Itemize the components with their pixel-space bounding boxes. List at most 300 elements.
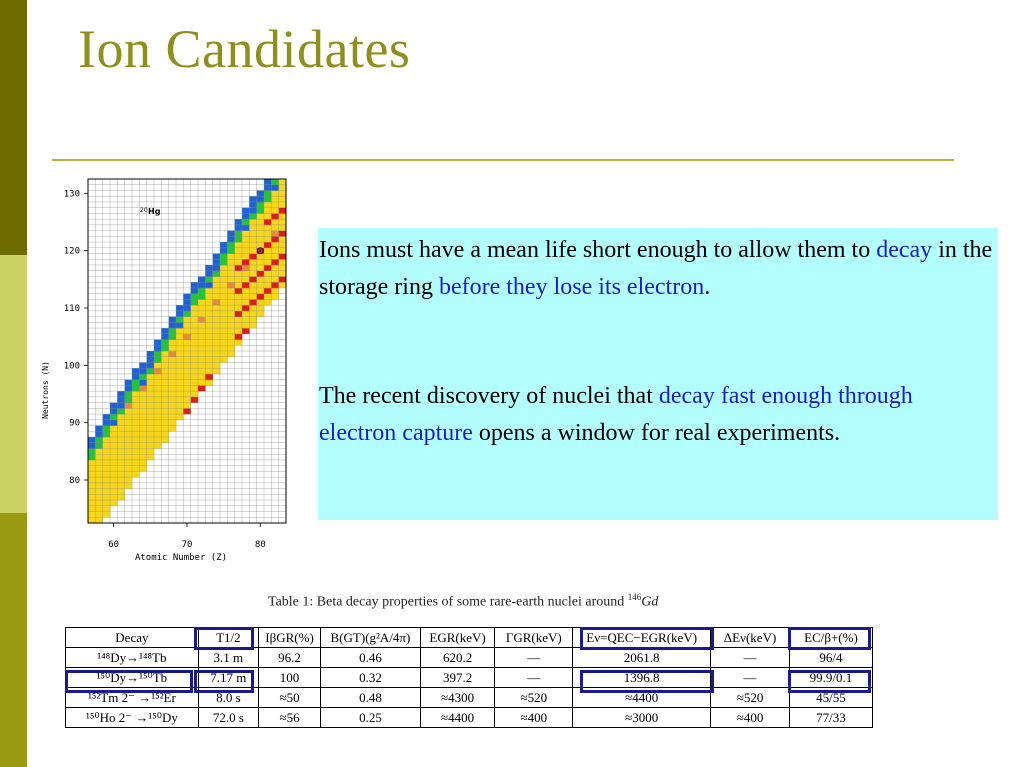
nuclide-cell [198,351,206,357]
nuclide-cell [132,437,140,443]
nuclide-cell [139,403,147,409]
nuclide-cell [213,334,221,340]
nuclide-cell [88,489,96,495]
nuclide-cell [257,294,265,300]
nuclide-cell [249,242,257,248]
nuclide-cell [220,294,228,300]
cell-egr: ≈4300 [420,688,495,708]
nuclide-chart [36,175,306,570]
nuclide-cell [191,351,199,357]
nuclide-cell [139,420,147,426]
nuclide-cell [249,294,257,300]
nuclide-cell [117,403,125,409]
nuclide-cell [249,271,257,277]
nuclide-cell [169,317,177,323]
nuclide-cell [147,397,155,403]
nuclide-cell [161,403,169,409]
nuclide-cell [235,288,243,294]
nuclide-cell [205,322,213,328]
nuclide-cell [271,213,279,219]
nuclide-cell [176,351,184,357]
nuclide-cell [257,208,265,214]
nuclide-cell [227,305,235,311]
nuclide-cell [147,437,155,443]
nuclide-cell [213,288,221,294]
nuclide-cell [95,512,103,518]
nuclide-cell [139,414,147,420]
nuclide-cell [264,254,272,260]
nuclide-cell [95,471,103,477]
nuclide-cell [95,489,103,495]
nuclide-cell [242,299,250,305]
p1-text-e: . [704,273,711,300]
nuclide-cell [132,374,140,380]
header-half-life: T1/2 [198,628,258,648]
nuclide-cell [161,328,169,334]
nuclide-cell [220,345,228,351]
nuclide-cell [132,380,140,386]
nuclide-cell [125,380,133,386]
nuclide-cell [154,357,162,363]
cell-e-nu: 1396.8 [573,668,711,688]
nuclide-cell [154,431,162,437]
nuclide-cell [235,271,243,277]
nuclide-cell [117,397,125,403]
nuclide-cell [176,385,184,391]
cell-ec-beta: 99.9/0.1 [789,668,872,688]
cell-intensity: 96.2 [258,648,320,668]
nuclide-cell [161,437,169,443]
nuclide-cell [125,397,133,403]
nuclide-cell [183,374,191,380]
nuclide-cell [125,443,133,449]
nuclide-cell [220,288,228,294]
nuclide-cell [176,397,184,403]
nuclide-cell [95,483,103,489]
nuclide-cell [161,420,169,426]
nuclide-cell [161,397,169,403]
nuclide-cell [279,196,287,202]
nuclide-cell [220,322,228,328]
nuclide-cell [213,345,221,351]
nuclide-cell [154,340,162,346]
nuclide-cell [227,288,235,294]
nuclide-cell [169,368,177,374]
nuclide-cell [205,334,213,340]
nuclide-cell [264,242,272,248]
side-bar-top [0,0,27,255]
nuclide-cell [103,437,111,443]
header-intensity: IβGR(%) [258,628,320,648]
nuclide-cell [139,454,147,460]
nuclide-cell [205,276,213,282]
nuclide-cell [242,328,250,334]
nuclide-cell [147,385,155,391]
nuclide-cell [154,374,162,380]
nuclide-cell [235,294,243,300]
nuclide-cell [147,454,155,460]
nuclide-cell [154,437,162,443]
nuclide-cell [198,322,206,328]
nuclide-cell [264,219,272,225]
element-mass-label: 20 [140,207,148,214]
nuclide-cell [242,248,250,254]
nuclide-cell [213,340,221,346]
nuclide-cell [271,225,279,231]
nuclide-cell [227,311,235,317]
nuclide-cell [117,483,125,489]
nuclide-cell [227,271,235,277]
nuclide-cell [110,403,118,409]
highlight-half-life-header [194,627,254,650]
nuclide-cell [132,460,140,466]
cell-bgt: 0.32 [321,668,421,688]
nuclide-cell [169,357,177,363]
nuclide-cell [242,311,250,317]
nuclide-cell [103,466,111,472]
nuclide-cell [88,471,96,477]
y-axis-label: Neutrons (N) [41,361,50,419]
nuclide-cell [198,368,206,374]
nuclide-cell [117,460,125,466]
nuclide-cell [117,408,125,414]
nuclide-cell [205,299,213,305]
nuclide-cell [183,368,191,374]
header-egr: EGR(keV) [420,628,495,648]
nuclide-cell [183,380,191,386]
nuclide-cell [257,265,265,271]
nuclide-cell [198,305,206,311]
nuclide-cell [88,448,96,454]
nuclide-cell [257,276,265,282]
nuclide-cell [213,282,221,288]
nuclide-cell [235,311,243,317]
cell-delta-e-nu: — [711,668,790,688]
header-gamma-gr: ΓGR(keV) [495,628,573,648]
element-label: Hg [148,207,161,216]
nuclide-cell [95,431,103,437]
nuclide-cell [220,317,228,323]
nuclide-cell [235,236,243,242]
nuclide-cell [183,299,191,305]
nuclide-cell [257,288,265,294]
nuclide-cell [117,489,125,495]
nuclide-cell [103,477,111,483]
nuclide-cell [198,328,206,334]
cell-delta-e-nu: — [711,648,790,668]
nuclide-cell [191,380,199,386]
nuclide-cell [132,385,140,391]
nuclide-cell [139,391,147,397]
nuclide-cell [169,362,177,368]
nuclide-cell [117,471,125,477]
nuclide-cell [139,362,147,368]
cell-decay: ¹⁵²Tm 2⁻ →¹⁵²Er [66,688,199,708]
nuclide-cell [235,242,243,248]
nuclide-cell [257,236,265,242]
nuclide-cell [147,408,155,414]
nuclide-cell [264,236,272,242]
nuclide-cell [235,322,243,328]
nuclide-cell [147,374,155,380]
nuclide-cell [103,420,111,426]
cell-decay: ¹⁵⁰Ho 2⁻ →¹⁵⁰Dy [66,708,199,728]
nuclide-cell [103,483,111,489]
nuclide-cell [139,368,147,374]
cell-intensity: ≈50 [258,688,320,708]
nuclide-cell [110,494,118,500]
nuclide-cell [279,208,287,214]
nuclide-cell [132,443,140,449]
nuclide-cell [183,322,191,328]
cell-bgt: 0.25 [321,708,421,728]
nuclide-cell [205,294,213,300]
nuclide-cell [132,403,140,409]
nuclide-cell [198,385,206,391]
nuclide-cell [264,294,272,300]
header-e-nu: Eν=QEC−EGR(keV) [573,628,711,648]
nuclide-cell [176,414,184,420]
nuclide-cell [264,282,272,288]
nuclide-cell [110,414,118,420]
nuclide-cell [125,471,133,477]
nuclide-cell [198,317,206,323]
nuclide-cell [205,311,213,317]
nuclide-cell [279,219,287,225]
nuclide-cell [154,345,162,351]
nuclide-cell [147,368,155,374]
cell-bgt: 0.48 [321,688,421,708]
nuclide-cell [213,328,221,334]
cell-delta-e-nu: ≈520 [711,688,790,708]
nuclide-cell [125,477,133,483]
nuclide-cell [271,294,279,300]
cell-gamma-gr: — [495,648,573,668]
nuclide-cell [198,311,206,317]
nuclide-cell [220,282,228,288]
nuclide-cell [110,420,118,426]
nuclide-cell [198,334,206,340]
nuclide-cell [154,426,162,432]
nuclide-cell [242,288,250,294]
nuclide-cell [139,380,147,386]
nuclide-cell [227,340,235,346]
nuclide-cell [257,305,265,311]
nuclide-cell [132,420,140,426]
nuclide-cell [242,213,250,219]
nuclide-cell [147,357,155,363]
nuclide-cell [235,299,243,305]
nuclide-cell [242,265,250,271]
nuclide-cell [161,334,169,340]
nuclide-cell [88,483,96,489]
nuclide-cell [103,500,111,506]
nuclide-cell [271,271,279,277]
y-tick-label: 110 [63,304,80,314]
p1-text-a: Ions must have a mean life short enough to allow them to [319,237,877,263]
nuclide-cell [147,431,155,437]
nuclide-cell [183,357,191,363]
nuclide-cell [125,466,133,472]
nuclide-cell [147,420,155,426]
cell-ec-beta: 45/55 [789,688,872,708]
nuclide-cell [242,259,250,265]
nuclide-cell [257,219,265,225]
nuclide-cell [227,294,235,300]
nuclide-cell [205,317,213,323]
nuclide-cell [103,431,111,437]
chart-grid [88,179,286,523]
nuclide-cell [103,471,111,477]
nuclide-cell [125,391,133,397]
nuclide-cell [279,190,287,196]
nuclide-cell [117,494,125,500]
nuclide-cell [176,305,184,311]
nuclide-cell [169,397,177,403]
nuclide-cell [279,236,287,242]
nuclide-cell [183,340,191,346]
nuclide-cell [110,448,118,454]
nuclide-cell [139,374,147,380]
nuclide-cell [103,494,111,500]
nuclide-cell [103,460,111,466]
nuclide-cell [132,408,140,414]
nuclide-cell [191,294,199,300]
nuclide-cell [220,271,228,277]
nuclide-cell [235,225,243,231]
nuclide-cell [249,305,257,311]
cell-intensity: ≈56 [258,708,320,728]
nuclide-cell [249,276,257,282]
nuclide-cell [183,311,191,317]
nuclide-cell [161,368,169,374]
nuclide-cell [176,374,184,380]
nuclide-cell [161,357,169,363]
nuclide-cell [132,368,140,374]
cell-decay: ¹⁵⁰Dy→¹⁵⁰Tb [66,668,199,688]
nuclide-cell [271,282,279,288]
nuclide-cell [154,420,162,426]
nuclide-cell [249,231,257,237]
nuclide-cell [220,340,228,346]
nuclide-cell [205,368,213,374]
nuclide-cell [213,317,221,323]
nuclide-cell [242,271,250,277]
nuclide-cell [183,391,191,397]
nuclide-cell [139,460,147,466]
nuclide-cell [279,248,287,254]
nuclide-cell [139,448,147,454]
nuclide-cell [183,345,191,351]
nuclide-cell [169,345,177,351]
nuclide-cell [257,213,265,219]
nuclide-cell [227,351,235,357]
nuclide-cell [139,426,147,432]
nuclide-cell [169,374,177,380]
nuclide-cell [110,489,118,495]
nuclide-cell [271,202,279,208]
nuclide-cell [264,231,272,237]
nuclide-cell [191,397,199,403]
nuclide-cell [132,471,140,477]
nuclide-cell [264,288,272,294]
nuclide-cell [95,506,103,512]
highlight-ec-beta-header [788,627,871,650]
nuclide-cell [257,190,265,196]
nuclide-cell [213,271,221,277]
nuclide-cell [227,254,235,260]
nuclide-cell [88,454,96,460]
nuclide-cell [154,362,162,368]
nuclide-cell [220,351,228,357]
nuclide-cell [183,351,191,357]
slide-title: Ion Candidates [78,19,411,79]
nuclide-cell [257,282,265,288]
nuclide-cell [95,477,103,483]
nuclide-cell [125,448,133,454]
nuclide-cell [139,466,147,472]
nuclide-cell [88,437,96,443]
nuclide-cell [161,374,169,380]
highlight-row-150dy [65,670,193,693]
nuclide-cell [110,471,118,477]
nuclide-cell [161,351,169,357]
nuclide-cell [103,414,111,420]
nuclide-cell [249,196,257,202]
nuclide-cell [227,334,235,340]
nuclide-cell [139,408,147,414]
nuclide-cell [279,254,287,260]
nuclide-cell [169,380,177,386]
nuclide-cell [132,414,140,420]
nuclide-cell [88,517,96,523]
nuclide-cell [154,391,162,397]
nuclide-cell [198,357,206,363]
nuclide-cell [183,328,191,334]
nuclide-cell [279,242,287,248]
nuclide-cell [169,385,177,391]
nuclide-cell [95,454,103,460]
nuclide-cell [169,420,177,426]
nuclide-cell [154,408,162,414]
nuclide-cell [205,362,213,368]
nuclide-cell [198,380,206,386]
nuclide-cell [139,397,147,403]
p2-text-a: The recent discovery of nuclei that [319,383,659,409]
nuclide-cell [242,254,250,260]
nuclide-cell [271,265,279,271]
nuclide-cell [191,288,199,294]
nuclide-cell [271,259,279,265]
nuclide-cell [279,265,287,271]
nuclide-cell [125,483,133,489]
nuclide-cell [220,248,228,254]
x-tick-label: 70 [181,540,193,550]
nuclide-cell [271,288,279,294]
nuclide-cell [264,179,272,185]
nuclide-cell [176,340,184,346]
caption-element: Gd [641,594,659,610]
nuclide-cell [132,431,140,437]
nuclide-cell [271,219,279,225]
side-bar-middle [0,255,27,513]
nuclide-cell [220,265,228,271]
nuclide-cell [161,385,169,391]
nuclide-cell [191,345,199,351]
nuclide-cell [264,225,272,231]
nuclide-cell [161,414,169,420]
nuclide-cell [147,443,155,449]
